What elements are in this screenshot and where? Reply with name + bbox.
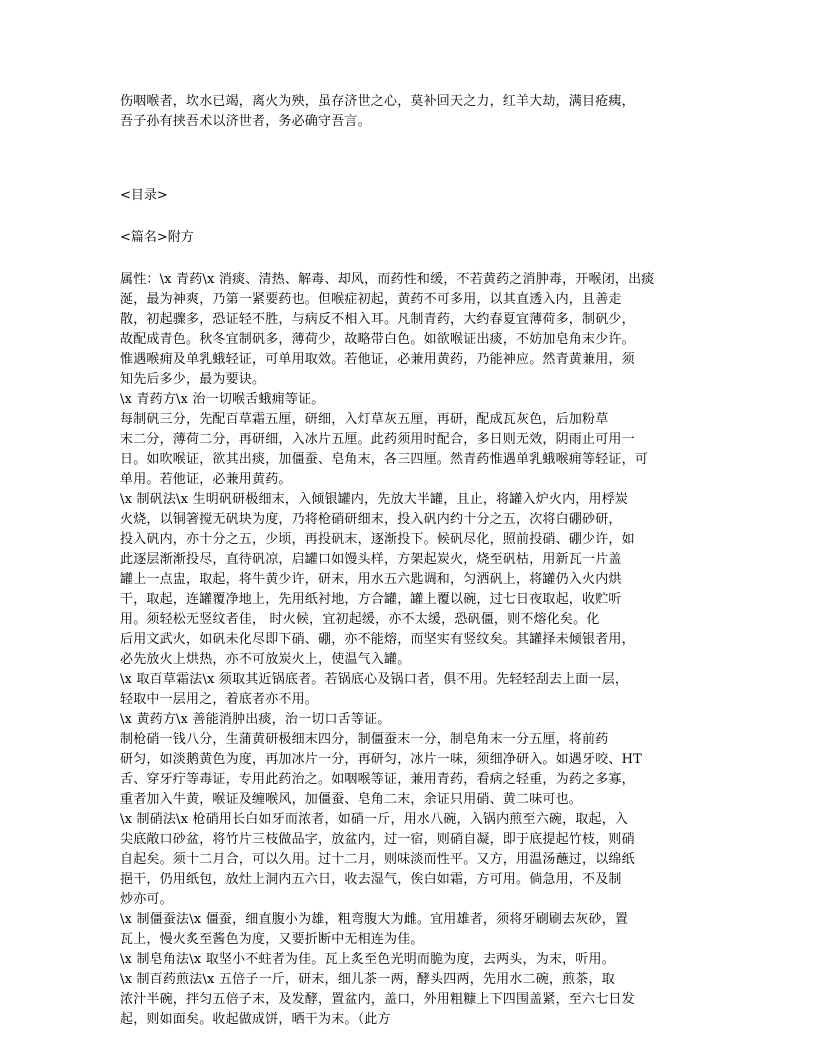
body-line: 故配成青色。秋冬宜制矾多，薄荷少，故略带白色。如欲喉证出痰，不妨加皂角末少许。 [120, 332, 635, 347]
body-line: \x 制百药煎法\x 五倍子一斤，研末，细儿茶一两，酵头四两，先用水二碗，煎茶，取 [120, 972, 615, 987]
body-line: 每制矾三分，先配百草霜五厘，研细，入灯草灰五厘，再研，配成瓦灰色，后加粉草 [120, 412, 609, 427]
body-line: \x 黄药方\x 善能消肿出痰，治一切口舌等证。 [120, 712, 391, 727]
spacer [120, 248, 700, 270]
body-line: 罐上一点盅，取起，将牛黄少许，研末，用水五六匙调和，匀洒矾上，将罐仍入火内烘 [120, 572, 622, 587]
body-line: 尖底敞口砂盆，将竹片三枝做品字，放盆内，过一宿，则硝自凝，即于底提起竹枝，则硝 [120, 832, 635, 847]
body-line: 火烧，以铜箸搅无矾块为度，乃将枪硝研细末，投入矾内约十分之五，次将白硼砂研， [120, 512, 622, 527]
body-line: \x 制僵蚕法\x 僵蚕，细直腹小为雄，粗弯腹大为雌。宜用雄者，须将牙刷刷去灰砂，置 [120, 912, 629, 927]
body-line: 单用。若他证，必兼用黄药。 [120, 472, 292, 487]
document-page [120, 92, 700, 1030]
body-line: 重者加入牛黄，喉证及缠喉风，加僵蚕、皂角二末，余证只用硝、黄二味可也。 [120, 792, 583, 807]
body-line: 起，则如面矣。收起做成饼，晒干为末。（此方 [120, 1012, 391, 1027]
body-line: 属性：\x 青药\x 消痰、清热、解毒、却风，而药性和缓，不若黄药之消肿毒，开喉闭，出痰 [120, 272, 655, 287]
body-line: \x 制矾法\x 生明矾研极细末，入倾银罐内，先放大半罐，且止，将罐入炉火内，用桴炭 [120, 492, 629, 507]
body-line: 舌、穿牙疔等毒证，专用此药治之。如咽喉等证，兼用青药，看病之轻重，为药之多寡， [120, 772, 635, 787]
intro-line: 吾子孙有挟吾术以济世者，务必确守吾言。 [120, 114, 371, 129]
body-line: 瓦上，慢火炙至酱色为度，又要折断中无相连为佳。 [120, 932, 424, 947]
body-line: 惟遇喉痈及单乳蛾轻证，可单用取效。若他证，必兼用黄药，乃能神应。然青黄兼用，须 [120, 352, 635, 367]
body-line: 末二分，薄荷二分，再研细，入冰片五厘。此药须用时配合，多日则无效，阴雨止可用一 [120, 432, 635, 447]
body-line: 自起矣。须十二月合，可以久用。过十二月，则味淡而性平。又方，用温汤蘸过，以绵纸 [120, 852, 635, 867]
body-line: 轻取中一层用之，着底者亦不用。 [120, 692, 319, 707]
body-line: 投入矾内，亦十分之五，少顷，再投矾末，逐渐投下。候矾尽化，照前投硝、硼少许，如 [120, 532, 635, 547]
body-line: 后用文武火，如矾未化尽即下硝、硼，亦不能熔，而坚实有竖纹矣。其罐择未倾银者用， [120, 632, 635, 647]
body-line: 涎，最为神爽，乃第一紧要药也。但喉症初起，黄药不可多用，以其直透入内，且善走 [120, 292, 622, 307]
body-line: 炒亦可。 [120, 892, 173, 907]
body-line: 必先放火上烘热，亦不可放炭火上，使温气入罐。 [120, 652, 411, 667]
body-line: \x 制硝法\x 枪硝用长白如牙而浓者，如硝一斤，用水八碗，入锅内煎至六碗，取起，入 [120, 812, 629, 827]
toc-heading: <目录> [120, 188, 168, 203]
body-line: 日。如吹喉证，欲其出痰，加僵蚕、皂角末，各三四厘。然青药惟遇单乳蛾喉痈等轻证，可 [120, 452, 649, 467]
body-line: 散，初起骤多，恐证轻不胜，与病反不相入耳。凡制青药，大约春夏宜薄荷多，制矾少， [120, 312, 635, 327]
section-title: <篇名>附方 [120, 230, 194, 245]
body-line: 制枪硝一钱八分，生蒲黄研极细末四分，制僵蚕末一分，制皂角末一分五厘，将前药 [120, 732, 609, 747]
body-line: 干，取起，连罐覆净地上，先用纸衬地，方合罐，罐上覆以碗，过七日夜取起，收贮听 [120, 592, 622, 607]
body-line: 用。须轻松无竖纹者佳， 时火候，宜初起缓，亦不太缓，恐矾僵，则不熔化矣。化 [120, 612, 600, 627]
body-text [120, 270, 700, 1030]
intro-line: 伤咽喉者，坎水已竭，离火为殃，虽存济世之心，莫补回天之力，红羊大劫，满目疮痍， [120, 94, 635, 109]
body-line: \x 青药方\x 治一切喉舌蛾痈等证。 [120, 392, 325, 407]
body-line: 此逐层渐渐投尽，直待矾凉，启罐口如馒头样，方架起炭火，烧至矾枯，用新瓦一片盖 [120, 552, 622, 567]
body-line: 挹干，仍用纸包，放灶上洞内五六日，收去湿气，俟白如霜，方可用。倘急用，不及制 [120, 872, 622, 887]
spacer [120, 132, 700, 186]
body-line: 知先后多少，最为要诀。 [120, 372, 266, 387]
spacer [120, 206, 700, 228]
body-line: 研匀，如淡鹅黄色为度，再加冰片一分，再研匀，冰片一味，须细净研入。如遇牙咬、HT [120, 752, 643, 767]
body-line: 浓汁半碗，拌匀五倍子末，及发酵，置盆内，盖口，外用粗糠上下四围盖紧，至六七日发 [120, 992, 635, 1007]
body-line: \x 取百草霜法\x 须取其近锅底者。若锅底心及锅口者，俱不用。先轻轻刮去上面一层， [120, 672, 629, 687]
body-line: \x 制皂角法\x 取坚小不蛀者为佳。瓦上炙至色光明而脆为度，去两头，为末，听用。 [120, 952, 615, 967]
